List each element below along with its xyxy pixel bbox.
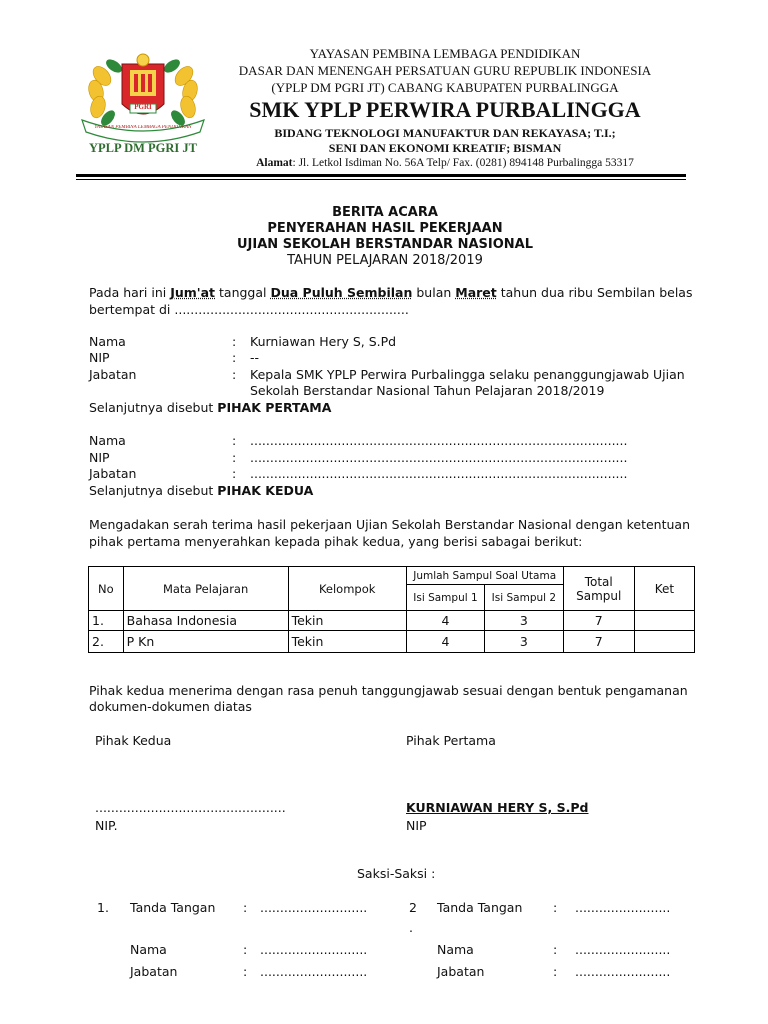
p2-jabatan-dots: ............................................................................................... bbox=[250, 466, 628, 481]
table-row bbox=[89, 611, 695, 631]
doc-exam-name: UJIAN SEKOLAH BERSTANDAR NASIONAL bbox=[237, 237, 533, 252]
school-field-2: SENI DAN EKONOMI KREATIF; BISMAN bbox=[328, 141, 562, 155]
witness-2-nama-colon: : bbox=[553, 942, 558, 957]
intro-text-2: tanggal bbox=[215, 285, 271, 300]
th-no: No bbox=[89, 567, 124, 611]
witness-2-ttd-colon: : bbox=[553, 900, 558, 915]
witness-2-nama-dots: ........................ bbox=[575, 942, 671, 957]
logo-ribbon-text: YAYASAN PEMBINA LEMBAGA PENDIDIKAN bbox=[94, 125, 192, 130]
cell-total: 7 bbox=[563, 611, 634, 631]
doc-title: BERITA ACARA bbox=[332, 205, 438, 220]
th-mapel: Mata Pelajaran bbox=[123, 567, 288, 611]
p1-jabatan-colon: : bbox=[232, 367, 237, 382]
p2-designation-bold: PIHAK KEDUA bbox=[217, 483, 314, 498]
p2-jabatan-label: Jabatan bbox=[89, 466, 137, 481]
witness-2-nama-label: Nama bbox=[437, 942, 474, 957]
cell-total: 7 bbox=[563, 631, 634, 653]
witness-1-nama-colon: : bbox=[243, 942, 248, 957]
cell-no: 1. bbox=[89, 611, 124, 631]
p1-nip-value: -- bbox=[250, 350, 260, 365]
p2-nip-colon: : bbox=[232, 450, 237, 465]
intro-text-3: bulan bbox=[412, 285, 456, 300]
p1-nip-colon: : bbox=[232, 350, 237, 365]
logo-caption: YPLP DM PGRI JT bbox=[89, 141, 197, 155]
handover-paragraph-2: pihak pertama menyerahkan kepada pihak kedua, yang berisi sabagai berikut: bbox=[89, 534, 583, 549]
witness-1-nama-dots: ........................... bbox=[260, 942, 368, 957]
p1-jabatan-value-1: Kepala SMK YPLP Perwira Purbalingga selaku penanggungjawab Ujian bbox=[250, 367, 685, 382]
school-address bbox=[200, 157, 690, 169]
witness-1-jabatan-colon: : bbox=[243, 964, 248, 979]
witness-1-ttd-label: Tanda Tangan bbox=[130, 900, 216, 915]
witness-2-jabatan-colon: : bbox=[553, 964, 558, 979]
witness-title: Saksi-Saksi : bbox=[357, 866, 436, 881]
witness-1-ttd-dots: ........................... bbox=[260, 900, 368, 915]
witness-1-ttd-colon: : bbox=[243, 900, 248, 915]
p2-nama-label: Nama bbox=[89, 433, 126, 448]
p1-nama-label: Nama bbox=[89, 334, 126, 349]
witness-2-jabatan-dots: ........................ bbox=[575, 964, 671, 979]
th-jumlah: Jumlah Sampul Soal Utama bbox=[406, 567, 563, 585]
cell-isi1: 4 bbox=[406, 631, 484, 653]
witness-1-jabatan-label: Jabatan bbox=[130, 964, 178, 979]
cell-no: 2. bbox=[89, 631, 124, 653]
school-field-1: BIDANG TEKNOLOGI MANUFAKTUR DAN REKAYASA; T.I.; bbox=[274, 126, 616, 140]
p2-designation-text: Selanjutnya disebut bbox=[89, 483, 218, 498]
cell-mapel: P Kn bbox=[123, 631, 288, 653]
foundation-branch: (YPLP DM PGRI JT) CABANG KABUPATEN PURBALINGGA bbox=[271, 80, 619, 95]
logo-badge: PGRI bbox=[134, 103, 152, 111]
th-total: Total Sampul bbox=[563, 567, 634, 611]
doc-subtitle: PENYERAHAN HASIL PEKERJAAN bbox=[267, 221, 503, 236]
table-header-row bbox=[89, 567, 695, 585]
cell-kelompok: Tekin bbox=[288, 611, 406, 631]
witness-1-jabatan-dots: ........................... bbox=[260, 964, 368, 979]
witness-2-jabatan-label: Jabatan bbox=[437, 964, 485, 979]
cell-mapel: Bahasa Indonesia bbox=[123, 611, 288, 631]
witness-2-ttd-label: Tanda Tangan bbox=[437, 900, 523, 915]
p2-jabatan-colon: : bbox=[232, 466, 237, 481]
sign-left-title: Pihak Kedua bbox=[95, 733, 172, 748]
p2-designation bbox=[89, 483, 313, 498]
intro-place: bertempat di ........................................................... bbox=[89, 302, 409, 317]
witness-1-number: 1. bbox=[97, 900, 109, 915]
sign-left-nip: NIP. bbox=[95, 818, 118, 833]
sign-left-name: ................................................ bbox=[95, 800, 286, 815]
address-text: : Jl. Letkol Isdiman No. 56A Telp/ Fax. (0281) 894148 Purbalingga 53317 bbox=[292, 157, 634, 169]
p1-designation bbox=[89, 400, 331, 415]
p1-designation-bold: PIHAK PERTAMA bbox=[217, 400, 332, 415]
p2-nip-dots: ............................................................................................... bbox=[250, 450, 628, 465]
sign-right-nip: NIP bbox=[406, 818, 427, 833]
p2-nama-dots: ............................................................................................... bbox=[250, 433, 628, 448]
p2-nama-colon: : bbox=[232, 433, 237, 448]
cell-kelompok: Tekin bbox=[288, 631, 406, 653]
foundation-name: YAYASAN PEMBINA LEMBAGA PENDIDIKAN bbox=[309, 46, 581, 61]
p1-jabatan-label: Jabatan bbox=[89, 367, 137, 382]
logo bbox=[74, 46, 212, 164]
th-isi2: Isi Sampul 2 bbox=[485, 585, 563, 611]
acceptance-paragraph-2: dokumen-dokumen diatas bbox=[89, 699, 252, 714]
cell-isi1: 4 bbox=[406, 611, 484, 631]
exam-table bbox=[88, 566, 695, 653]
doc-year: TAHUN PELAJARAN 2018/2019 bbox=[287, 253, 483, 268]
intro-text-1: Pada hari ini bbox=[89, 285, 171, 300]
cell-isi2: 3 bbox=[485, 611, 563, 631]
foundation-full-name: DASAR DAN MENENGAH PERSATUAN GURU REPUBLIK INDONESIA bbox=[238, 63, 652, 78]
th-ket: Ket bbox=[634, 567, 694, 611]
header-rule-thin bbox=[76, 179, 686, 180]
witness-2-number-dot: . bbox=[409, 920, 413, 935]
p1-jabatan-value-2: Sekolah Berstandar Nasional Tahun Pelajaran 2018/2019 bbox=[250, 383, 605, 398]
acceptance-paragraph-1: Pihak kedua menerima dengan rasa penuh tanggungjawab sesuai dengan bentuk pengamanan bbox=[89, 683, 688, 698]
address-label: Alamat bbox=[256, 157, 293, 169]
intro-line bbox=[89, 285, 699, 300]
p1-nip-label: NIP bbox=[89, 350, 110, 365]
p2-nip-label: NIP bbox=[89, 450, 110, 465]
p1-nama-colon: : bbox=[232, 334, 237, 349]
th-isi1: Isi Sampul 1 bbox=[406, 585, 484, 611]
handover-paragraph-1: Mengadakan serah terima hasil pekerjaan Ujian Sekolah Berstandar Nasional dengan ketentuan bbox=[89, 517, 690, 532]
witness-2-ttd-dots: ........................ bbox=[575, 900, 671, 915]
p1-designation-text: Selanjutnya disebut bbox=[89, 400, 218, 415]
cell-isi2: 3 bbox=[485, 631, 563, 653]
sign-right-title: Pihak Pertama bbox=[406, 733, 496, 748]
cell-ket bbox=[634, 611, 694, 631]
cell-ket bbox=[634, 631, 694, 653]
header-rule-thick bbox=[76, 174, 686, 177]
witness-1-nama-label: Nama bbox=[130, 942, 167, 957]
intro-month: Maret bbox=[455, 285, 497, 300]
witness-2-number: 2 bbox=[409, 900, 417, 915]
p1-nama-value: Kurniawan Hery S, S.Pd bbox=[250, 334, 397, 349]
school-name: SMK YPLP PERWIRA PURBALINGGA bbox=[249, 97, 641, 122]
intro-date: Dua Puluh Sembilan bbox=[270, 285, 413, 300]
intro-day: Jum'at bbox=[170, 285, 216, 300]
intro-text-4: tahun dua ribu Sembilan belas bbox=[496, 285, 693, 300]
sign-right-name: KURNIAWAN HERY S, S.Pd bbox=[406, 800, 589, 815]
table-row bbox=[89, 631, 695, 653]
th-kelompok: Kelompok bbox=[288, 567, 406, 611]
